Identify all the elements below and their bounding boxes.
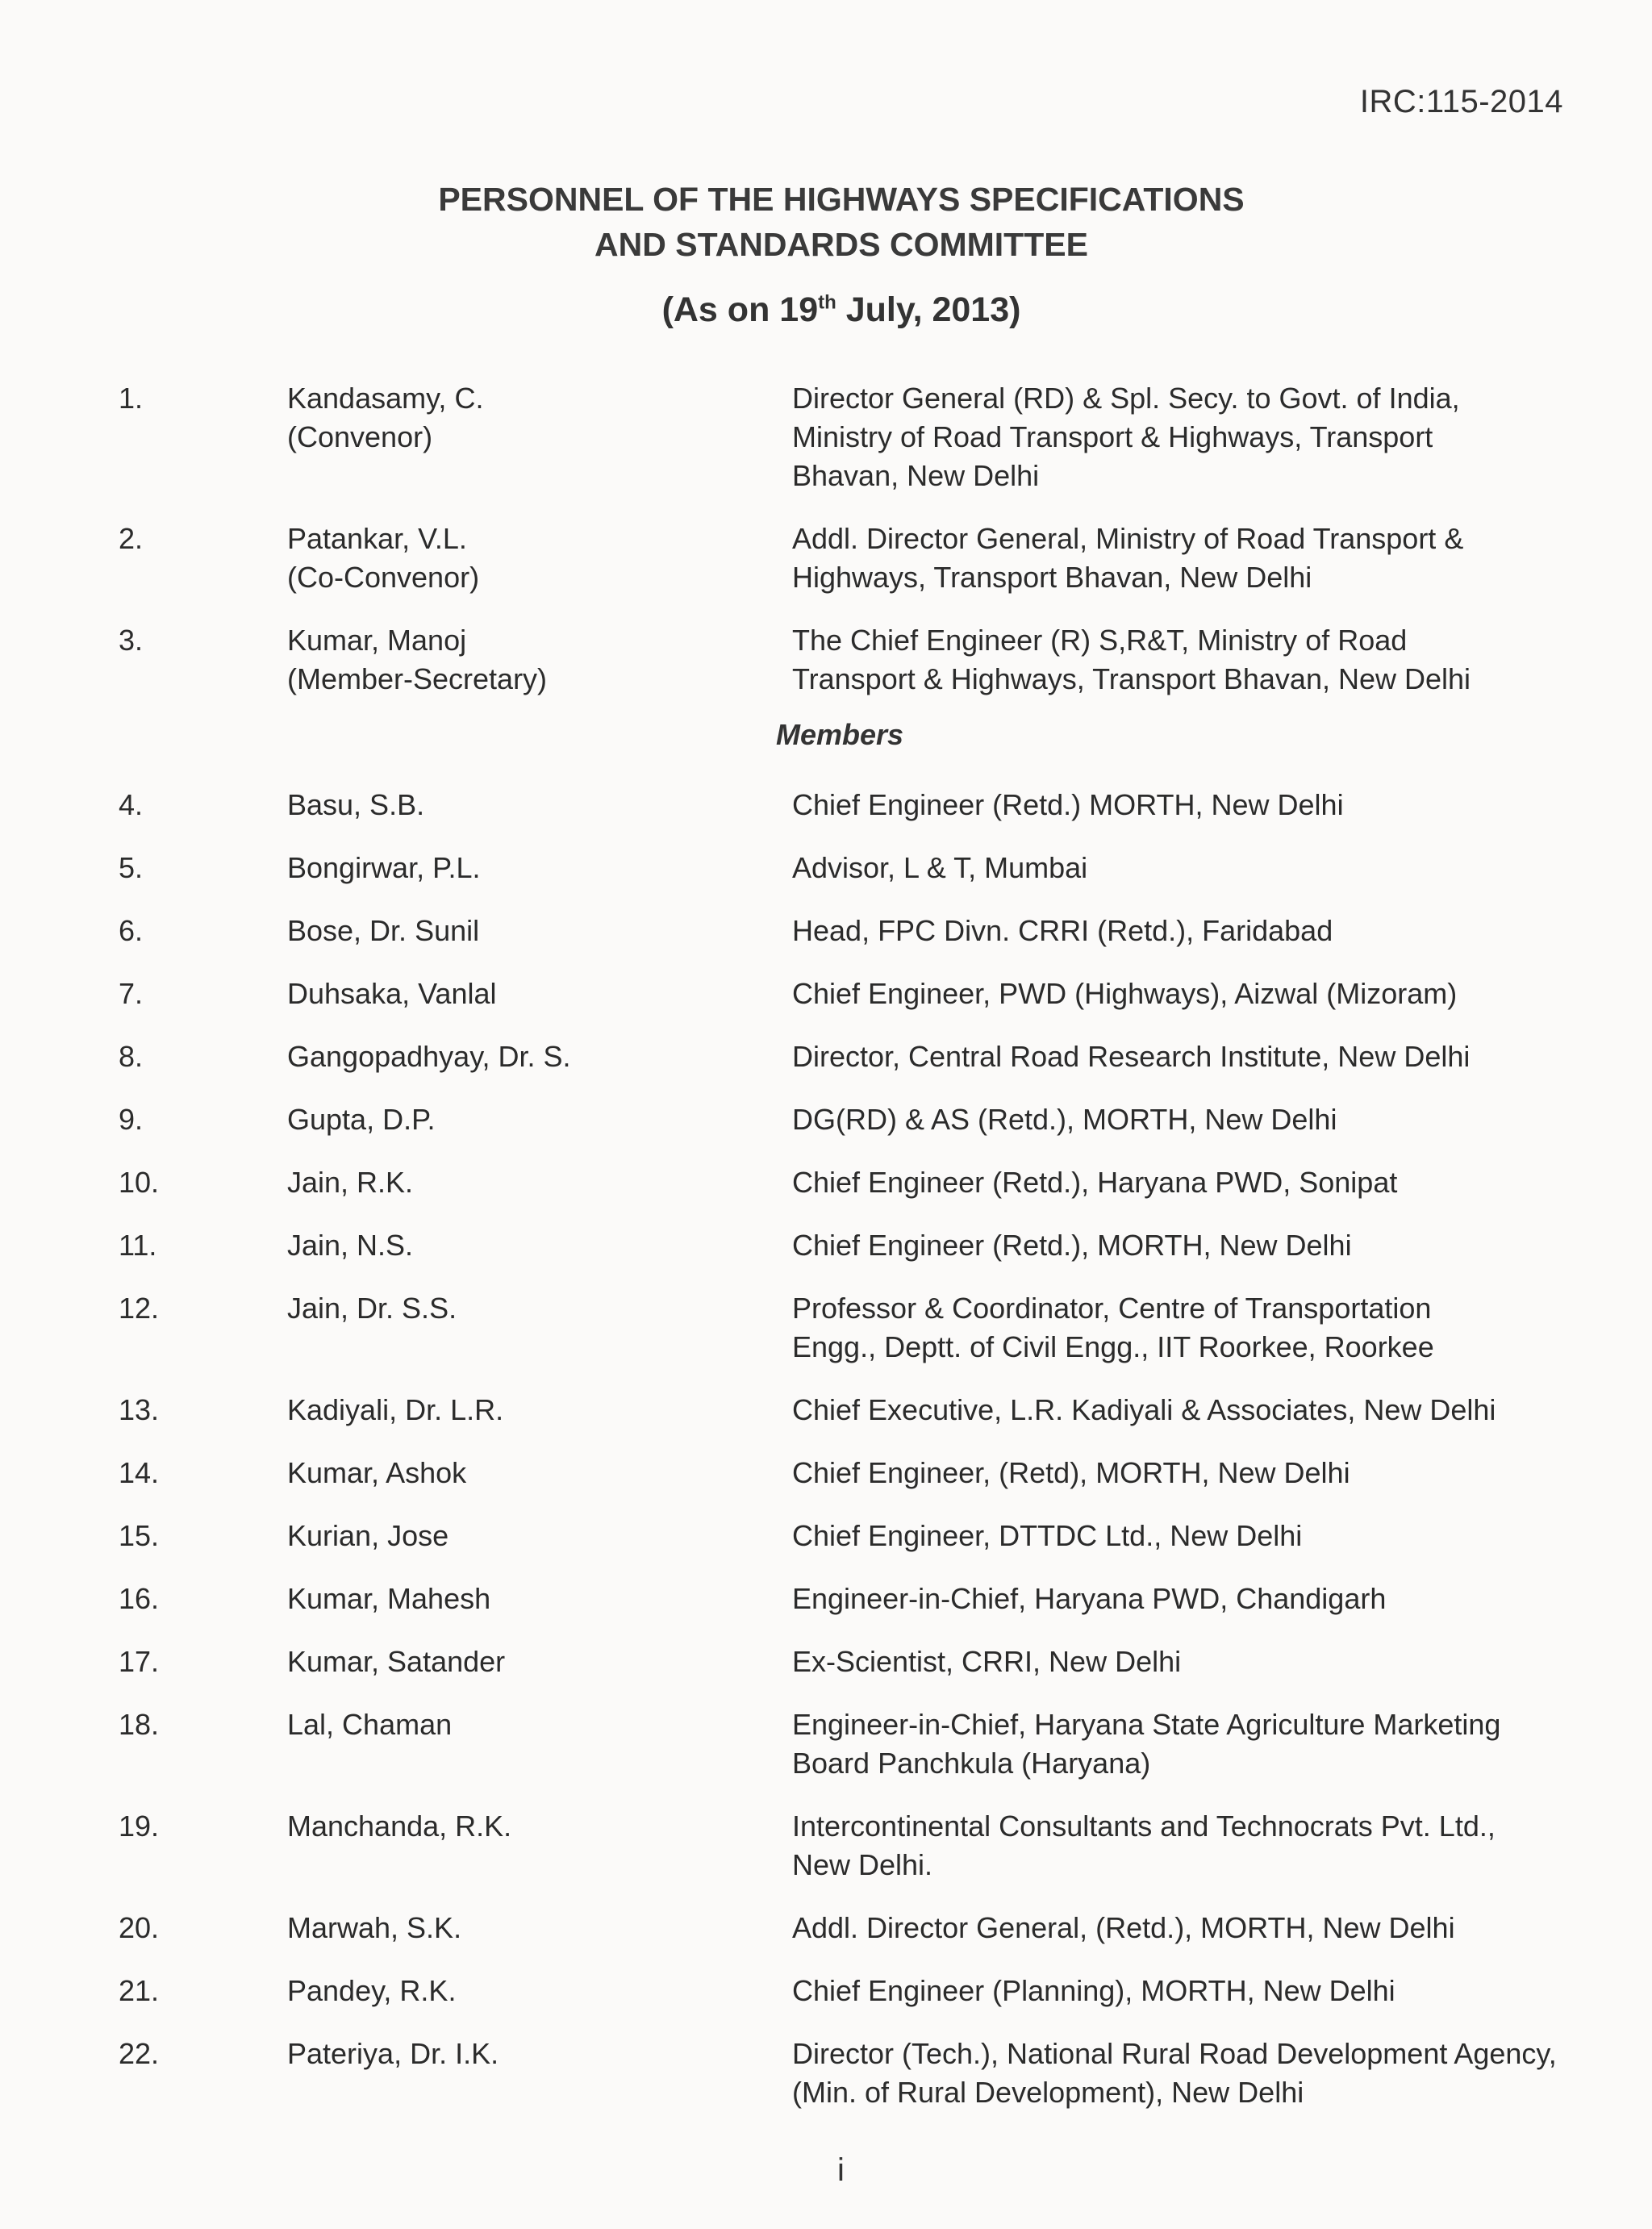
person-designation — [792, 520, 1566, 597]
page-number: i — [837, 2152, 845, 2188]
person-designation — [792, 621, 1566, 699]
designation-line: Director General (RD) & Spl. Secy. to Govt. of India, — [792, 382, 1460, 415]
as-on-date — [0, 290, 1652, 330]
item-number: 13. — [119, 1393, 160, 1426]
person-name: Marwah, S.K. — [287, 1911, 462, 1944]
person-name: Kadiyali, Dr. L.R. — [287, 1393, 504, 1426]
item-number: 17. — [119, 1645, 160, 1678]
person-designation — [792, 786, 1566, 824]
person-name-block — [287, 1580, 771, 1618]
person-name: Bose, Dr. Sunil — [287, 914, 480, 947]
document-code: IRC:115-2014 — [1359, 84, 1563, 119]
designation-line: Director (Tech.), National Rural Road Development Agency, — [792, 2037, 1557, 2070]
person-name: Lal, Chaman — [287, 1708, 453, 1741]
person-designation — [792, 912, 1566, 950]
designation-line: Director, Central Road Research Institute, New Delhi — [792, 1040, 1471, 1073]
person-designation — [792, 1643, 1566, 1681]
designation-line: The Chief Engineer (R) S,R&T, Ministry of Road — [792, 624, 1408, 657]
designation-line: Chief Engineer, (Retd), MORTH, New Delhi — [792, 1456, 1350, 1489]
person-name: Gangopadhyay, Dr. S. — [287, 1040, 571, 1073]
item-number: 5. — [119, 851, 144, 884]
person-designation — [792, 1517, 1566, 1555]
person-name-block — [287, 786, 771, 824]
person-name-block — [287, 975, 771, 1013]
designation-line: New Delhi. — [792, 1848, 933, 1881]
person-name-block — [287, 1705, 771, 1744]
person-designation — [792, 849, 1566, 887]
item-number: 1. — [119, 382, 144, 415]
designation-line: Highways, Transport Bhavan, New Delhi — [792, 561, 1312, 594]
date-superscript: th — [818, 291, 836, 314]
designation-line: Engineer-in-Chief, Haryana PWD, Chandigarh — [792, 1582, 1387, 1615]
designation-line: Board Panchkula (Haryana) — [792, 1747, 1151, 1780]
item-number: 16. — [119, 1582, 160, 1615]
person-designation — [792, 1037, 1566, 1076]
person-name: Basu, S.B. — [287, 788, 425, 821]
item-number: 19. — [119, 1809, 160, 1843]
designation-line: DG(RD) & AS (Retd.), MORTH, New Delhi — [792, 1103, 1337, 1136]
person-name-block — [287, 621, 771, 699]
person-role: (Co-Convenor) — [287, 561, 480, 594]
designation-line: Engg., Deptt. of Civil Engg., IIT Roorkee, Roorkee — [792, 1330, 1434, 1363]
person-name-block — [287, 1517, 771, 1555]
person-name: Patankar, V.L. — [287, 522, 467, 555]
person-name-block — [287, 379, 771, 457]
person-name: Jain, Dr. S.S. — [287, 1292, 457, 1325]
item-number: 2. — [119, 522, 144, 555]
date-prefix: (As on 19 — [661, 290, 819, 329]
person-designation — [792, 1163, 1566, 1202]
person-designation — [792, 1454, 1566, 1492]
designation-line: Ex-Scientist, CRRI, New Delhi — [792, 1645, 1182, 1678]
person-designation — [792, 1391, 1566, 1430]
person-designation — [792, 1807, 1566, 1885]
person-name: Kumar, Mahesh — [287, 1582, 491, 1615]
person-name-block — [287, 1226, 771, 1265]
designation-line: Chief Engineer (Planning), MORTH, New Delhi — [792, 1974, 1395, 2007]
person-name: Pateriya, Dr. I.K. — [287, 2037, 499, 2070]
person-name-block — [287, 912, 771, 950]
person-name-block — [287, 1454, 771, 1492]
item-number: 12. — [119, 1292, 160, 1325]
item-number: 6. — [119, 914, 144, 947]
designation-line: Chief Engineer, PWD (Highways), Aizwal (Mizoram) — [792, 977, 1458, 1010]
item-number: 4. — [119, 788, 144, 821]
person-name-block — [287, 1037, 771, 1076]
designation-line: Chief Engineer (Retd.) MORTH, New Delhi — [792, 788, 1344, 821]
person-name-block — [287, 1909, 771, 1947]
item-number: 11. — [119, 1229, 157, 1262]
person-name: Gupta, D.P. — [287, 1103, 436, 1136]
designation-line: Ministry of Road Transport & Highways, Transport — [792, 420, 1433, 453]
person-name: Kumar, Satander — [287, 1645, 506, 1678]
designation-line: Chief Executive, L.R. Kadiyali & Associates, New Delhi — [792, 1393, 1496, 1426]
item-number: 22. — [119, 2037, 160, 2070]
designation-line: Addl. Director General, Ministry of Road Transport & — [792, 522, 1464, 555]
person-name-block — [287, 1163, 771, 1202]
item-number: 3. — [119, 624, 144, 657]
person-name: Manchanda, R.K. — [287, 1809, 512, 1843]
item-number: 18. — [119, 1708, 160, 1741]
person-name: Kurian, Jose — [287, 1519, 449, 1552]
item-number: 8. — [119, 1040, 144, 1073]
person-name-block — [287, 849, 771, 887]
person-designation — [792, 1705, 1566, 1783]
designation-line: Bhavan, New Delhi — [792, 459, 1040, 492]
person-name: Pandey, R.K. — [287, 1974, 457, 2007]
designation-line: Chief Engineer (Retd.), Haryana PWD, Sonipat — [792, 1166, 1398, 1199]
person-name: Jain, N.S. — [287, 1229, 414, 1262]
person-designation — [792, 1909, 1566, 1947]
designation-line: Addl. Director General, (Retd.), MORTH, New Delhi — [792, 1911, 1455, 1944]
designation-line: (Min. of Rural Development), New Delhi — [792, 2076, 1304, 2109]
person-name: Kumar, Manoj — [287, 624, 467, 657]
designation-line: Intercontinental Consultants and Technocrats Pvt. Ltd., — [792, 1809, 1496, 1843]
person-name-block — [287, 1100, 771, 1139]
item-number: 20. — [119, 1911, 160, 1944]
designation-line: Transport & Highways, Transport Bhavan, New Delhi — [792, 662, 1471, 695]
item-number: 15. — [119, 1519, 160, 1552]
person-name: Kandasamy, C. — [287, 382, 484, 415]
person-designation — [792, 2035, 1566, 2112]
person-name: Jain, R.K. — [287, 1166, 414, 1199]
person-designation — [792, 1100, 1566, 1139]
person-role: (Convenor) — [287, 420, 433, 453]
person-role: (Member-Secretary) — [287, 662, 548, 695]
person-name-block — [287, 1289, 771, 1328]
designation-line: Chief Engineer, DTTDC Ltd., New Delhi — [792, 1519, 1303, 1552]
person-designation — [792, 1289, 1566, 1367]
designation-line: Professor & Coordinator, Centre of Transportation — [792, 1292, 1432, 1325]
item-number: 10. — [119, 1166, 160, 1199]
person-designation — [792, 1226, 1566, 1265]
page-title-line-1: PERSONNEL OF THE HIGHWAYS SPECIFICATIONS — [438, 181, 1245, 218]
designation-line: Chief Engineer (Retd.), MORTH, New Delhi — [792, 1229, 1352, 1262]
designation-line: Engineer-in-Chief, Haryana State Agriculture Marketing — [792, 1708, 1501, 1741]
person-name-block — [287, 2035, 771, 2073]
item-number: 14. — [119, 1456, 160, 1489]
person-name-block — [287, 1391, 771, 1430]
person-designation — [792, 1580, 1566, 1618]
person-name-block — [287, 1643, 771, 1681]
person-designation — [792, 379, 1566, 495]
person-name-block — [287, 1807, 771, 1846]
designation-line: Advisor, L & T, Mumbai — [792, 851, 1088, 884]
person-name-block — [287, 1972, 771, 2010]
person-designation — [792, 975, 1566, 1013]
item-number: 7. — [119, 977, 144, 1010]
person-name: Kumar, Ashok — [287, 1456, 467, 1489]
designation-line: Head, FPC Divn. CRRI (Retd.), Faridabad — [792, 914, 1333, 947]
members-heading: Members — [776, 718, 904, 751]
person-name: Bongirwar, P.L. — [287, 851, 481, 884]
person-designation — [792, 1972, 1566, 2010]
person-name: Duhsaka, Vanlal — [287, 977, 497, 1010]
page-title-line-2: AND STANDARDS COMMITTEE — [594, 226, 1088, 263]
person-name-block — [287, 520, 771, 597]
date-suffix: July, 2013) — [836, 290, 1021, 329]
item-number: 21. — [119, 1974, 160, 2007]
item-number: 9. — [119, 1103, 144, 1136]
